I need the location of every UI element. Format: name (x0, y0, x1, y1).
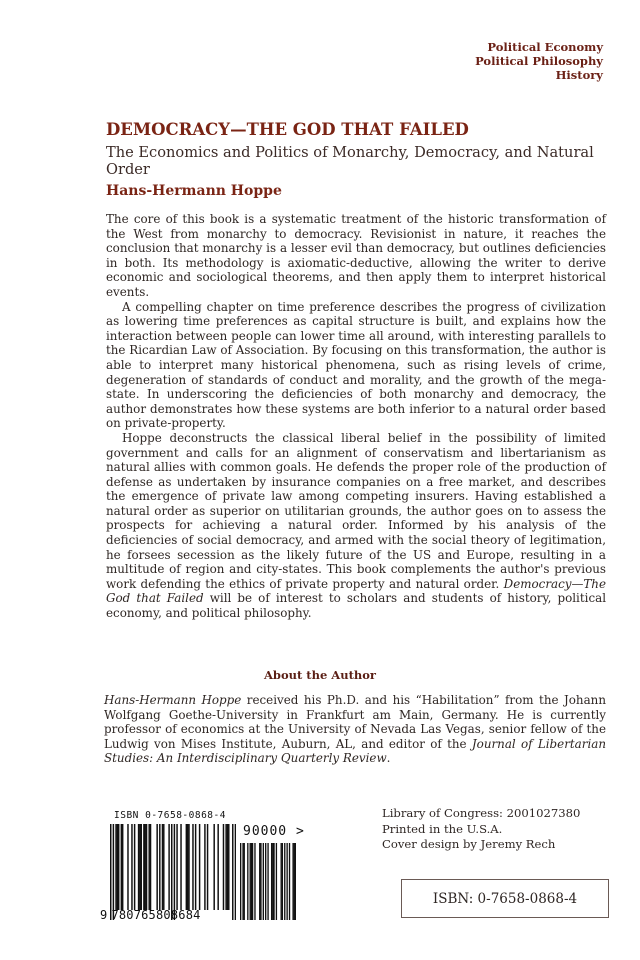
barcode-bar (143, 824, 144, 910)
barcode-ean-bars (110, 824, 236, 920)
author-name-italic: Hans-Hermann Hoppe (104, 693, 242, 707)
barcode-addon-bar (267, 843, 268, 920)
subject-political-philosophy: Political Philosophy (475, 54, 603, 68)
printed-in: Printed in the U.S.A. (382, 821, 503, 836)
book-title-italic: Democracy—The God that Failed (106, 576, 606, 606)
barcode-bar (146, 824, 147, 910)
barcode-bar (121, 824, 122, 910)
barcode-addon-bar (294, 843, 295, 920)
barcode-bar (139, 824, 140, 910)
barcode-addon-bar (250, 843, 251, 920)
barcode-addon-bar (271, 843, 272, 920)
ean-left-digits: 780765 (111, 908, 156, 922)
barcode-addon-bar (273, 843, 274, 920)
barcode-addon-bar (286, 843, 287, 920)
book-title: DEMOCRACY—THE GOD THAT FAILED (106, 120, 469, 139)
barcode-addon-bar (284, 843, 285, 920)
barcode-bar (228, 824, 229, 910)
subject-history: History (555, 68, 603, 82)
barcode-addon-bar (276, 843, 277, 920)
barcode-bar (110, 824, 111, 920)
barcode-bar (159, 824, 160, 910)
barcode-addon-bar (265, 843, 266, 920)
barcode-addon-bar (251, 843, 252, 920)
subject-political-economy: Political Economy (487, 40, 603, 54)
barcode (100, 810, 340, 925)
about-end-punct: . (386, 751, 391, 766)
barcode-bar (225, 824, 226, 910)
barcode-bar (141, 824, 142, 910)
barcode-addon-bars (240, 843, 296, 920)
book-author: Hans-Hermann Hoppe (106, 183, 282, 199)
ean-right-digits: 808684 (156, 908, 201, 922)
barcode-bar (199, 824, 200, 910)
barcode-bar (174, 824, 175, 920)
barcode-addon-bar (289, 843, 290, 920)
barcode-bar (131, 824, 132, 910)
description-paragraph: The core of this book is a systematic treatment of the historic transformation of the West from monarchy to democracy. Revisionist in nature, it reaches the conclusion that monarchy is a lesser evil than democracy, but outlines deficiencies in both. Its methodology is axiomatic-deductive, allowing the writer to derive economic and sociological theorems, and then apply them to interpret historical events. (106, 212, 606, 299)
book-subtitle: The Economics and Politics of Monarchy, Democracy, and Natural Order (106, 144, 594, 178)
description-text: Hoppe deconstructs the classical liberal belief in the possibility of limited government and calls for an alignment of conservatism and libertarianism as natural allies with common goals. He defends the proper role of the production of defense as undertaken by insurance companies on a free market, and describes the emergence of private law among competing insurers. Having established a natural order as superior on utilitarian grounds, the author goes on to assess the prospects for achieving a natural order. Informed by his analysis of the deficiencies of social democracy, and armed with the social theory of legitimation, he forsees secession as the likely future of the US and Europe, resulting in a multitude of region and city-states. This book complements the author's previous work defending the ethics of private property and natural order. (106, 430, 606, 591)
barcode-addon-bar (252, 843, 253, 920)
barcode-isbn-label: ISBN 0-7658-0868-4 (114, 810, 226, 821)
barcode-addon-bar (242, 843, 243, 920)
barcode-bar (195, 824, 196, 910)
barcode-bar (163, 824, 164, 910)
barcode-ean-digits (100, 908, 201, 922)
description-paragraph: A compelling chapter on time preference describes the progress of civilization as lowering time preferences as capital structure is built, and explains how the interaction between people can lower time all around, with interesting parallels to the Ricardian Law of Association. By focusing on this transformation, the author is able to interpret many historical phenomena, such as rising levels of crime, degeneration of standards of conduct and morality, and the growth of the mega-state. In underscoring the deficiencies of both monarchy and democracy, the author demonstrates how these systems are both inferior to a natural order based on private-property. (106, 299, 606, 431)
barcode-addon-bar (260, 843, 261, 920)
barcode-bar (127, 824, 128, 910)
barcode-bar (192, 824, 193, 910)
barcode-addon-bar (295, 843, 296, 920)
barcode-bar (150, 824, 151, 910)
about-bio: received his Ph.D. and his “Habilitation” from the Johann Wolfgang Goethe-University in Frankfurt am Main, Germany. He is currently professor of economics at the University of Nevada Las Vegas, senior fellow of the Ludwig von Mises Institute, Auburn, AL, and editor of the (104, 693, 606, 751)
barcode-bar (138, 824, 139, 910)
isbn-box: ISBN: 0-7658-0868-4 (401, 879, 609, 918)
barcode-bar (207, 824, 208, 910)
barcode-bar (176, 824, 177, 910)
description-text-end: will be of interest to scholars and students of history, political economy, and political philosophy. (106, 591, 606, 621)
barcode-bar (223, 824, 224, 910)
barcode-bar (134, 824, 135, 910)
barcode-bar (217, 824, 218, 910)
barcode-bar (232, 824, 233, 920)
barcode-bar (180, 824, 181, 910)
barcode-bar (188, 824, 189, 910)
journal-title-italic: Journal of Libertarian Studies: An Interdisciplinary Quarterly Review (104, 736, 606, 766)
barcode-bar (122, 824, 123, 910)
barcode-addon-bar (263, 843, 264, 920)
barcode-bar (168, 824, 169, 910)
barcode-bar (118, 824, 119, 910)
library-of-congress: Library of Congress: 2001027380 (382, 806, 581, 820)
barcode-addon-bar (292, 843, 293, 920)
barcode-bar (156, 824, 157, 910)
barcode-addon-bar (259, 843, 260, 920)
barcode-bar (162, 824, 163, 910)
subject-categories (475, 40, 603, 82)
barcode-addon-bar (272, 843, 273, 920)
publication-info (382, 806, 580, 853)
barcode-bar (144, 824, 145, 910)
barcode-addon-bar (244, 843, 245, 920)
barcode-bar (171, 824, 172, 920)
barcode-bar (115, 824, 116, 910)
about-author-text (104, 693, 606, 766)
book-description (106, 212, 606, 621)
barcode-bar (187, 824, 188, 910)
barcode-bar (113, 824, 114, 920)
barcode-addon-bar (247, 843, 248, 920)
barcode-bar (227, 824, 228, 910)
barcode-addon-bar (282, 843, 283, 920)
description-paragraph (106, 431, 606, 621)
barcode-bar (235, 824, 236, 920)
ean-first-digit: 9 (100, 908, 108, 922)
barcode-addon-bar (254, 843, 255, 920)
barcode-addon-bar (240, 843, 241, 920)
barcode-price-code: 90000 > (243, 824, 305, 839)
barcode-bar (117, 824, 118, 910)
barcode-bar (148, 824, 149, 910)
barcode-bar (186, 824, 187, 910)
about-author-heading: About the Author (264, 668, 376, 682)
barcode-bar (204, 824, 205, 910)
barcode-bar (213, 824, 214, 910)
barcode-addon-bar (281, 843, 282, 920)
cover-design-credit: Cover design by Jeremy Rech (382, 837, 556, 851)
